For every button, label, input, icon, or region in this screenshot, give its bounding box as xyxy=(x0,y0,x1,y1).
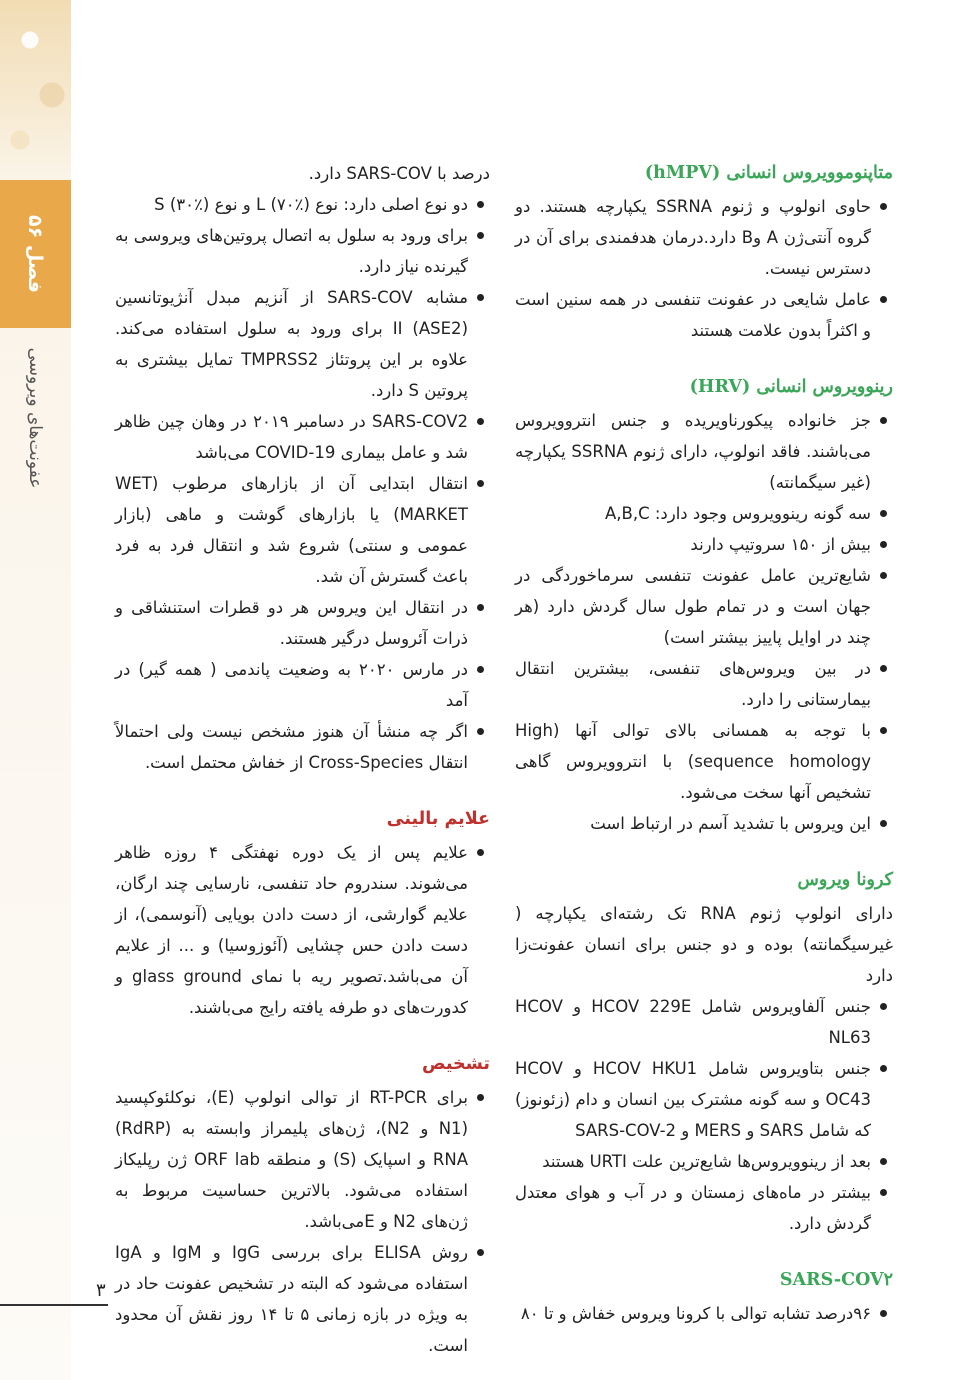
clinical-list xyxy=(115,837,490,1023)
list-item: جنس آلفاویروس شامل HCOV 229E و HCOV NL63 xyxy=(515,991,893,1053)
list-item: انتقال ابتدایی آن از بازارهای مرطوب (WET MARKET) یا بازارهای گوشت و ماهی (بازار عمومی و سنتی) شروع شد و انتقال فرد به فرد باعث گسترش آن شد. xyxy=(115,468,490,592)
heading-diagnosis: تشخیص xyxy=(421,1054,490,1074)
section-title: عفونت‌های ویروسی xyxy=(25,347,45,489)
list-item: بعد از رینوویروس‌ها شایع‌ترین علت URTI هستند xyxy=(515,1146,893,1177)
list-item: در مارس ۲۰۲۰ به وضعیت پاندمی ( همه گیر) در آمد xyxy=(115,654,490,716)
corona-intro: دارای انولوپ ژنوم RNA تک رشته‌ای یکپارچه ( غیرسیگمانته) بوده و دو جنس برای انسان عفونت‌زا دارد xyxy=(515,904,894,985)
heading-corona: کرونا ویروس xyxy=(797,870,893,890)
diagnosis-list xyxy=(115,1082,490,1361)
list-item: ۹۶درصد تشابه توالی با کرونا ویروس خفاش و تا ۸۰ xyxy=(515,1298,893,1329)
right-column xyxy=(515,158,893,1329)
sars-list xyxy=(515,1298,893,1329)
heading-hmpv: متاپنوموویروس انسانی (hMPV) xyxy=(644,163,893,183)
heading-hrv: رینوویروس انسانی (HRV) xyxy=(689,377,893,397)
list-item: عامل شایعی در عفونت تنفسی در همه سنین است و اکثراً بدون علامت هستند xyxy=(515,284,893,346)
list-item: SARS-COV2 در دسامبر ۲۰۱۹ در وهان چین ظاهر شد و عامل بیماری COVID-19 می‌باشد xyxy=(115,406,490,468)
list-item: با توجه به همسانی بالای توالی آنها (High sequence homology) با انتروویروس گاهی تشخیص آنها سخت می‌شود. xyxy=(515,715,893,808)
list-item: دو نوع اصلی دارد: نوع L (۷۰٪) و نوع S (۳۰٪) xyxy=(115,189,490,220)
list-item: علایم پس از یک دوره نهفتگی ۴ روزه ظاهر می‌شوند. سندروم حاد تنفسی، نارسایی چند ارگان، علایم گوارشی، از دست دادن بویایی (آنوسمی)، از دست دادن حس چشایی (آئوزوسیا) و ... از علایم آن می‌باشد.تصویر ریه با نمای glass ground و کدورت‌های دو طرفه یافته رایج می‌باشند. xyxy=(115,837,490,1023)
list-item: برای ورود به سلول به اتصال پروتین‌های ویروسی به گیرنده نیاز دارد. xyxy=(115,220,490,282)
list-item: بیش از ۱۵۰ سروتیپ دارند xyxy=(515,529,893,560)
list-item-continuation: درصد با SARS-COV دارد. xyxy=(308,164,490,183)
footer-rule xyxy=(0,1304,108,1306)
heading-sars-cov2: SARS-COV۲ xyxy=(779,1270,893,1290)
list-item: شایع‌ترین عامل عفونت تنفسی سرماخوردگی در جهان است و در تمام طول سال گردش دارد (هر چند در اوایل پاییز بیشتر است) xyxy=(515,560,893,653)
list-item: در انتقال این ویروس هر دو قطرات استنشاقی و ذرات آئروسل درگیر هستند. xyxy=(115,592,490,654)
list-item: جز خانواده پیکورناویریده و جنس انتروویروس می‌باشند. فاقد انولوپ، دارای ژنوم SSRNA یکپارچه (غیر سیگمانته) xyxy=(515,405,893,498)
list-item: جنس بتاویروس شامل HCOV HKU1 و HCOV OC43 و سه گونه مشترک بین انسان و دام (زئونوز) که شامل SARS و MERS و SARS-COV-2 xyxy=(515,1053,893,1146)
list-item: در بین ویروس‌های تنفسی، بیشترین انتقال بیمارستانی را دارد. xyxy=(515,653,893,715)
list-item: اگر چه منشأ آن هنوز مشخص نیست ولی احتمالاً انتقال Cross-Species از خفاش محتمل است. xyxy=(115,716,490,778)
list-item: مشابه SARS-COV از آنزیم مبدل آنژیوتانسین (ASE2) II برای ورود به سلول استفاده می‌کند. علاوه بر این پروتئاز TMPRSS2 تمایل بیشتری به پروتین S دارد. xyxy=(115,282,490,406)
chapter-title: فصل ۵۶ xyxy=(24,215,46,293)
left-column xyxy=(115,158,490,1361)
list-item: برای RT-PCR از توالی انولوپ (E)، نوکلئوکپسید (N1 و N2)، ژن‌های پلیمراز وابسته به (RdRP) RNA و اسپایک (S) و منطقه ORF lab ژن رپلیکاز استفاده می‌شود. بالاترین حساسیت مربوط به ژن‌های N2 و Eمی‌باشد. xyxy=(115,1082,490,1237)
heading-clinical-signs: علایم بالینی xyxy=(386,809,490,829)
list-item: حاوی انولوپ و ژنوم SSRNA یکپارچه هستند. دو گروه آنتی‌ژن A وB دارد.درمان هدفمندی برای آن در دسترس نیست. xyxy=(515,191,893,284)
corona-list xyxy=(515,991,893,1239)
page-number: ۳ xyxy=(96,1280,106,1301)
list-item: روش ELISA برای بررسی IgG و IgM و IgA استفاده می‌شود که البته در تشخیص عفونت حاد در به ویژه در بازه زمانی ۵ تا ۱۴ روز نقش آن محدود است. xyxy=(115,1237,490,1361)
list-item: این ویروس با تشدید آسم در ارتباط است xyxy=(515,808,893,839)
decorative-artwork xyxy=(0,0,71,180)
list-item: سه گونه رینوویروس وجود دارد: A,B,C xyxy=(515,498,893,529)
hrv-list xyxy=(515,405,893,839)
hmpv-list xyxy=(515,191,893,346)
sars-continued-list xyxy=(115,158,490,778)
list-item: بیشتر در ماه‌های زمستان و در آب و هوای معتدل گردش دارد. xyxy=(515,1177,893,1239)
